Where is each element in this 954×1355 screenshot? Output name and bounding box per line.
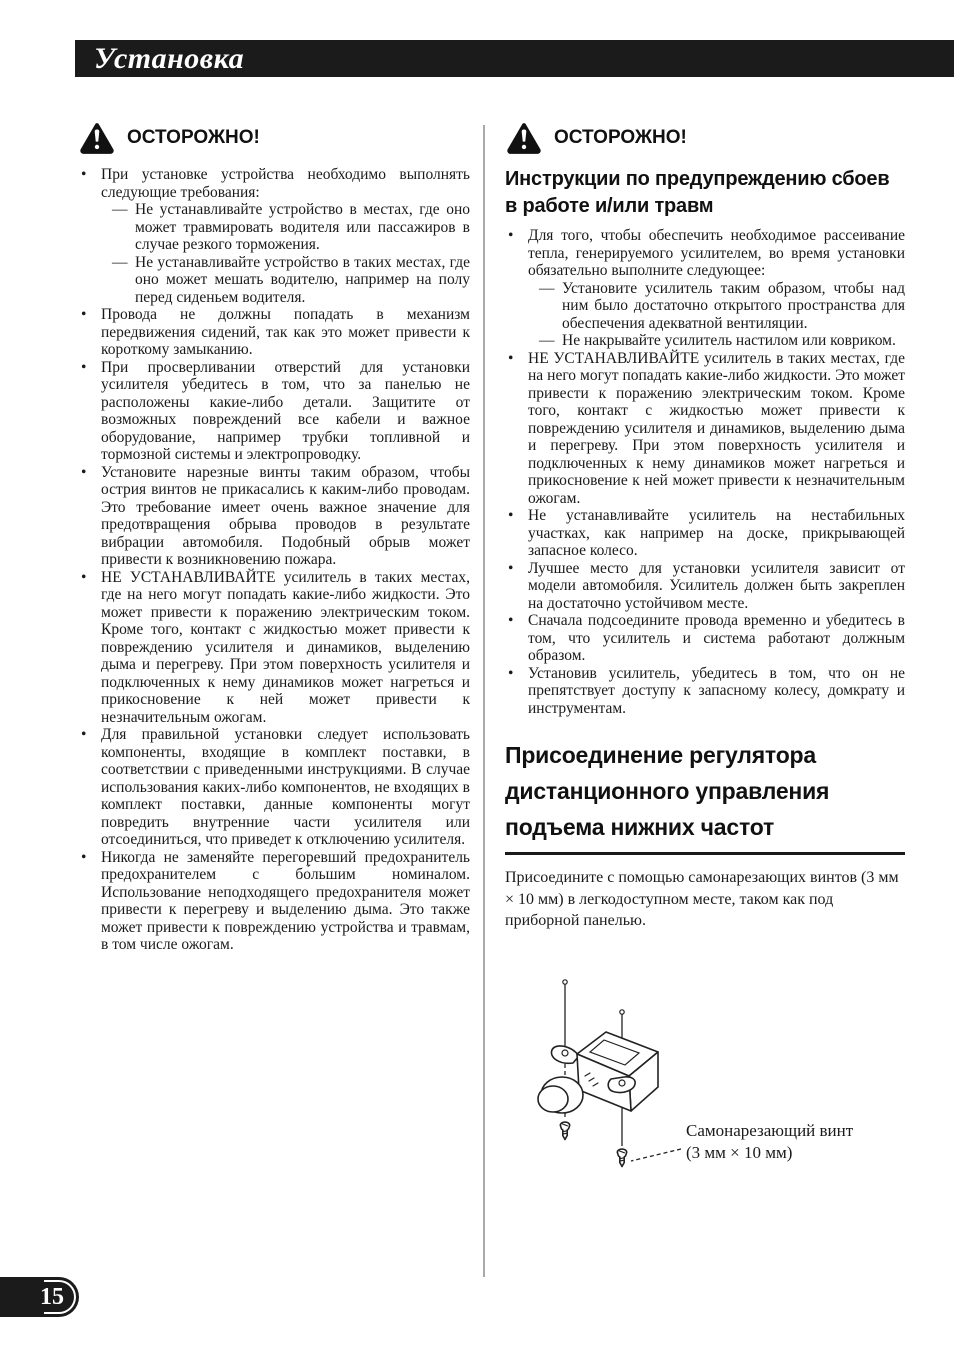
warning-triangle-icon: [505, 121, 543, 155]
bullet-marker: •: [81, 848, 87, 866]
page-header: [75, 40, 954, 77]
list-item-text: Установив усилитель, убедитесь в том, что он не препятствует доступу к запасному колесу, домкрату и инструментам.: [528, 664, 905, 717]
dash-marker: —: [539, 279, 555, 297]
screw-target-mark: [620, 1009, 624, 1013]
list-item-text: Для того, чтобы обеспечить необходимое рассеивание тепла, генерируемого усилителем, во время установки обязательно выполните следующее:: [528, 227, 905, 279]
warning-list-left: [78, 166, 470, 954]
bullet-marker: •: [508, 612, 514, 629]
list-subitem-text: Не накрывайте усилитель настилом или ковриком.: [562, 332, 896, 349]
warning-list-right: [505, 227, 905, 717]
section-heading: Присоединение регулятора дистанционного управления подъема нижних частот: [505, 737, 905, 855]
list-item: [505, 227, 905, 280]
warning-header-left: [78, 118, 470, 158]
list-subitem: [78, 254, 470, 307]
bullet-marker: •: [81, 568, 87, 586]
list-item: [505, 507, 905, 560]
list-item: [78, 166, 470, 201]
list-item-text: Никогда не заменяйте перегоревший предохранитель предохранителем с бо́льшим номиналом. Использование неподходящего предохранителя может привести к перегреву и выделению дыма. Это также может привести к повреждению устройства и травмам, в том числе ожогам.: [101, 848, 470, 953]
left-column: [78, 118, 470, 954]
caption-leader-line: [631, 1149, 681, 1161]
column-divider: [483, 125, 485, 1277]
warning-title: ОСТОРОЖНО!: [554, 127, 687, 148]
list-item: [505, 350, 905, 508]
dash-marker: —: [112, 253, 128, 271]
bullet-marker: •: [81, 726, 87, 743]
page-number: 15: [40, 1283, 64, 1310]
section-body: Присоедините с помощью самонарезающих винтов (3 мм × 10 мм) в легкодоступном месте, таком как под приборной панелью.: [505, 869, 899, 929]
bullet-marker: •: [81, 358, 87, 376]
warning-header-right: [505, 118, 905, 158]
list-item: [78, 359, 470, 464]
dash-marker: —: [112, 201, 128, 218]
list-item-text: Лучшее место для установки усилителя зависит от модели автомобиля. Усилитель должен быть закреплен на достаточно устойчивом месте.: [528, 559, 905, 612]
warning-title: ОСТОРОЖНО!: [127, 127, 260, 148]
list-subitem: [505, 332, 905, 350]
screw-icon: [560, 1122, 569, 1139]
page-number-tab: [0, 1277, 79, 1317]
list-item: [78, 464, 470, 569]
list-item: [78, 726, 470, 849]
list-item-text: Провода не должны попадать в механизм передвижения сидений, так как это может привести к короткому замыканию.: [101, 306, 470, 358]
list-item-text: Сначала подсоедините провода временно и убедитесь в том, что усилитель и система работают должным образом.: [528, 612, 905, 664]
bullet-marker: •: [508, 559, 514, 577]
list-item-text: Для правильной установки следует использовать компоненты, входящие в комплект поставки, в соответствии с приведенными инструкциями. В случае использования каких-либо компонентов, не входящих в комплект поставки, данные компоненты могут повредить внутренние части усилителя или отсоединиться, что приведет к отключению усилителя.: [101, 726, 470, 848]
bullet-marker: •: [81, 166, 87, 183]
list-item-text: Установите нарезные винты таким образом, чтобы острия винтов не прикасались к каким-либо проводам. Это требование имеет очень важное значение для предотвращения обрыва проводов в результате вибрации автомобиля. Подобный обрыв может привести к возникновению пожара.: [101, 463, 470, 568]
figure-caption-line2: (3 мм × 10 мм): [686, 1142, 793, 1162]
list-subitem-text: Не устанавливайте устройство в местах, где оно может травмировать водителя или пассажиров в случае резкого торможения.: [135, 201, 470, 253]
bullet-marker: •: [508, 227, 514, 244]
list-item-text: Не устанавливайте усилитель на нестабильных участках, как например на доске, прикрывающей запасное колесо.: [528, 507, 905, 559]
bullet-marker: •: [508, 349, 514, 367]
list-subitem: [78, 201, 470, 254]
list-item: [78, 849, 470, 954]
list-item-text: При просверливании отверстий для установки усилителя убедитесь в том, что за панелью не расположены какие-либо детали. Защитите от возможных повреждений все кабели и важное оборудование, например трубки топливной и тормозной системы и электропроводку.: [101, 358, 470, 463]
bullet-marker: •: [508, 507, 514, 524]
bass-boost-remote-diagram: [505, 960, 905, 1190]
list-item-text: НЕ УСТАНАВЛИВАЙТЕ усилитель в таких местах, где на него могут попадать какие-либо жидкости. Это может привести к поражению электрическим током. Кроме того, контакт с жидкостью может привести к повреждению усилителя и динамиков, выделению дыма и перегреву. При этом поверхность усилителя и подключенных к нему динамиков может нагреться и прикосновение к ней может привести к незначительным ожогам.: [101, 568, 470, 726]
right-column: [505, 118, 905, 1190]
screw-icon: [617, 1149, 626, 1166]
list-item: [78, 306, 470, 359]
bullet-marker: •: [81, 463, 87, 481]
warning-subheading: Инструкции по предупреждению сбоев в работе и/или травм: [505, 168, 890, 217]
list-item-text: НЕ УСТАНАВЛИВАЙТЕ усилитель в таких местах, где на него могут попадать какие-либо жидкости. Это может привести к поражению электрическим током. Кроме того, контакт с жидкостью может привести к повреждению усилителя и динамиков, выделению дыма и перегреву. При этом поверхность усилителя и подключенных к нему динамиков может нагреться и прикосновение к ней может привести к незначительным ожогам.: [528, 349, 905, 507]
list-item: [505, 665, 905, 718]
figure-caption-line1: Самонарезающий винт: [686, 1120, 854, 1140]
list-item: [505, 612, 905, 665]
installation-figure: [505, 960, 905, 1190]
list-item: [505, 560, 905, 613]
dash-marker: —: [539, 332, 555, 349]
screw-target-mark: [563, 979, 567, 983]
bullet-marker: •: [508, 664, 514, 682]
list-subitem: [505, 280, 905, 333]
list-item-text: При установке устройства необходимо выполнять следующие требования:: [101, 166, 470, 201]
page-title: Установка: [94, 42, 245, 75]
warning-triangle-icon: [78, 121, 116, 155]
list-subitem-text: Не устанавливайте устройство в таких местах, где оно может мешать водителю, например на полу перед сиденьем водителя.: [135, 253, 470, 306]
remote-controller-drawing: [538, 1032, 658, 1113]
list-subitem-text: Установите усилитель таким образом, чтобы над ним было достаточно открытого пространства для обеспечения адекватной вентиляции.: [562, 279, 905, 332]
bullet-marker: •: [81, 306, 87, 323]
list-item: [78, 569, 470, 727]
